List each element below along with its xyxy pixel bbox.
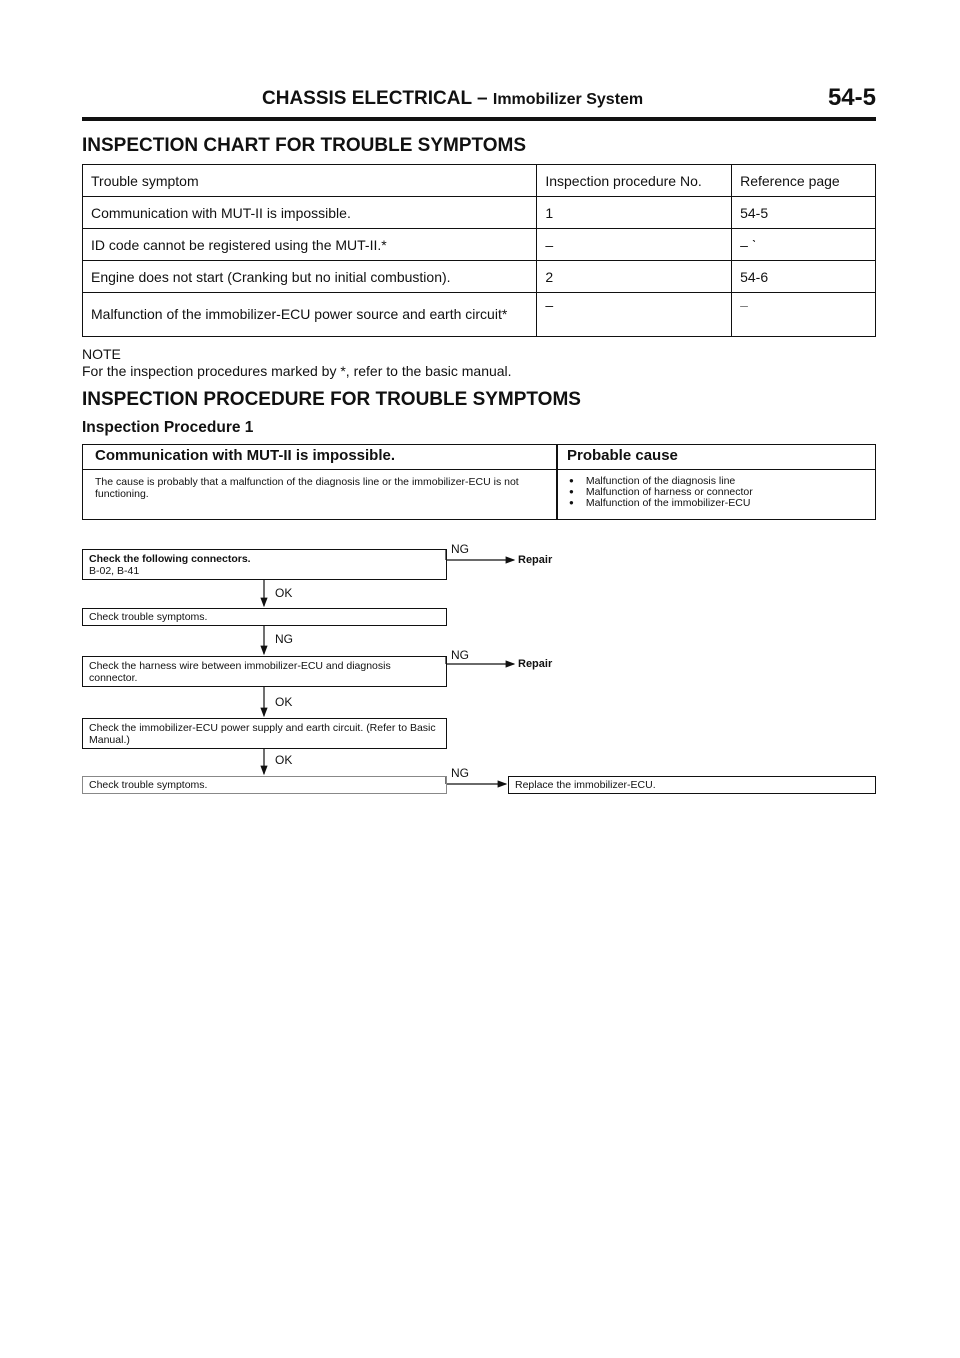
flow-step-check-symptoms-final: Check trouble symptoms. <box>82 776 447 794</box>
procedure-heading: INSPECTION PROCEDURE FOR TROUBLE SYMPTOMS <box>82 389 581 410</box>
column-header: Inspection procedure No. <box>537 165 732 197</box>
repair-label: Repair <box>518 554 553 566</box>
column-header: Reference page <box>732 165 876 197</box>
procedure-cell: 2 <box>537 261 732 293</box>
symptom-cell: Communication with MUT-II is impossible. <box>83 197 537 229</box>
procedure-cell: – <box>537 293 732 337</box>
note-label: NOTE <box>82 346 121 362</box>
flow-step-title: Check the following connectors. <box>89 553 251 565</box>
ok-label: OK <box>275 695 293 709</box>
chart-heading: INSPECTION CHART FOR TROUBLE SYMPTOMS <box>82 135 527 156</box>
section-title-main: CHASSIS ELECTRICAL <box>262 88 472 109</box>
ng-label: NG <box>451 542 469 556</box>
symptom-cell: ID code cannot be registered using the MUT-II.* <box>83 229 537 261</box>
page-number: 54-5 <box>827 84 876 111</box>
procedure-description: The cause is probably that a malfunction of the diagnosis line or the immobilizer-ECU is not functioning. <box>95 476 519 500</box>
ng-label: NG <box>451 648 469 662</box>
flow-step-check-power-supply: Check the immobilizer-ECU power supply and earth circuit. (Refer to Basic Manual.) <box>82 718 447 749</box>
probable-cause-heading: Probable cause <box>567 447 678 464</box>
procedure-cell: – <box>537 229 732 261</box>
repair-label: Repair <box>518 658 553 670</box>
section-title-sub: Immobilizer System <box>492 91 644 108</box>
flow-step-replace-ecu: Replace the immobilizer-ECU. <box>508 776 876 794</box>
symptom-cell: Engine does not start (Cranking but no initial combustion). <box>83 261 537 293</box>
page-cell: – <box>732 293 876 337</box>
section-title-dash: – <box>477 88 488 109</box>
flow-step-check-harness: Check the harness wire between immobilizer-ECU and diagnosis connector. <box>82 656 447 687</box>
symptom-cell: Malfunction of the immobilizer-ECU power source and earth circuit* <box>83 293 537 337</box>
list-item: ● Malfunction of the diagnosis line <box>569 476 753 487</box>
procedure-title: Communication with MUT-II is impossible. <box>95 447 396 464</box>
ok-label: OK <box>275 586 293 600</box>
ok-label: OK <box>275 753 293 767</box>
column-header: Trouble symptom <box>83 165 537 197</box>
page-cell: 54-5 <box>732 197 876 229</box>
list-item: ● Malfunction of the immobilizer-ECU <box>569 498 753 509</box>
flow-step-check-connectors <box>82 549 447 580</box>
flow-step-check-symptoms: Check trouble symptoms. <box>82 608 447 626</box>
list-item: ● Malfunction of harness or connector <box>569 487 753 498</box>
procedure-cell: 1 <box>537 197 732 229</box>
note-text: For the inspection procedures marked by *, refer to the basic manual. <box>82 363 512 379</box>
procedure-subheading: Inspection Procedure 1 <box>82 419 254 436</box>
ng-label: NG <box>451 766 469 780</box>
page-cell: 54-6 <box>732 261 876 293</box>
page-cell: – ˋ <box>732 229 876 261</box>
flow-step-detail: B-02, B-41 <box>89 565 140 577</box>
ng-label: NG <box>275 632 293 646</box>
